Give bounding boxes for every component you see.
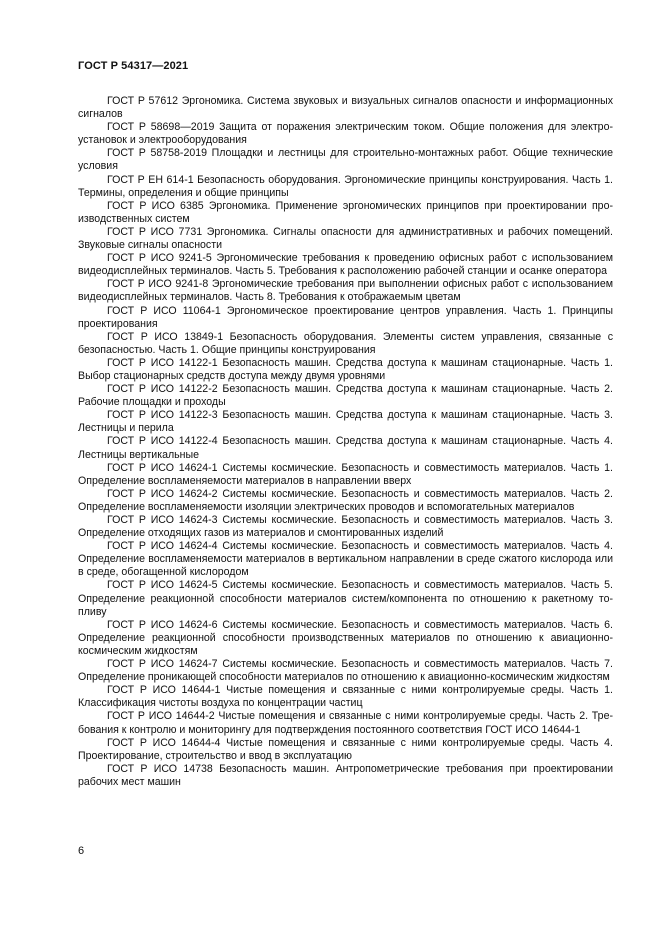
reference-item: ГОСТ Р 58758-2019 Площадки и лестницы для строительно-монтажных работ. Общие технические условия xyxy=(78,147,613,173)
reference-item: ГОСТ Р ИСО 14122-4 Безопасность машин. Средства доступа к машинам стационарные. Часть 4. Лестницы вертикальные xyxy=(78,435,613,461)
reference-item: ГОСТ Р ИСО 14644-4 Чистые помещения и связанные с ними контролируемые среды. Часть 4. Проектирование, строительство и ввод в эксплуатацию xyxy=(78,736,613,762)
reference-item: ГОСТ Р ЕН 614-1 Безопасность оборудования. Эргономические принципы конструирования. Часть 1. Термины, определения и общие принципы xyxy=(78,173,613,199)
reference-item: ГОСТ Р ИСО 7731 Эргономика. Сигналы опасности для административных и рабочих помещений. Звуковые сигналы опасности xyxy=(78,225,613,252)
reference-item: ГОСТ Р ИСО 14122-3 Безопасность машин. Средства доступа к машинам стационарные. Часть 3. Лестницы и перила xyxy=(78,409,613,435)
reference-item: ГОСТ Р 57612 Эргономика. Система звуковых и визуальных сигналов опасности и информационных сигналов xyxy=(78,95,613,121)
reference-item: ГОСТ Р ИСО 14624-2 Системы космические. Безопасность и совместимость материалов. Часть 2. Определение воспламеняемости изоляции электрических проводов и вспомогательных материалов xyxy=(78,487,613,513)
reference-list xyxy=(78,95,613,789)
reference-item: ГОСТ Р ИСО 9241-5 Эргономические требования к проведению офисных работ с использованием видеодисплейных терминалов. Часть 5. Требования к расположению рабочей станции и осанке оператора xyxy=(78,252,613,278)
reference-item: ГОСТ Р ИСО 14624-6 Системы космические. Безопасность и совместимость материалов. Часть 6. Определение реакционной способности производственных материалов по отношению к авиационно-космическим жидкостям xyxy=(78,618,613,657)
reference-item: ГОСТ Р ИСО 11064-1 Эргономическое проектирование центров управления. Часть 1. Принципы проектирования xyxy=(78,304,613,330)
reference-item: ГОСТ Р ИСО 14624-1 Системы космические. Безопасность и совместимость материалов. Часть 1. Определение воспламеняемости материалов в направлении вверх xyxy=(78,461,613,487)
page-number: 6 xyxy=(78,845,85,857)
page-header: ГОСТ Р 54317—2021 xyxy=(78,60,189,72)
reference-item: ГОСТ Р ИСО 14624-4 Системы космические. Безопасность и совместимость материалов. Часть 4. Определение воспламеняемости материалов в вертикальном направлении в среде сжатого кислорода или в среде, обогащенной кислородом xyxy=(78,540,613,579)
reference-item: ГОСТ Р ИСО 13849-1 Безопасность оборудования. Элементы систем управления, связанные с безопасностью. Часть 1. Общие принципы конструирования xyxy=(78,330,613,356)
reference-item: ГОСТ Р ИСО 9241-8 Эргономические требования при выполнении офисных работ с использованием видеодисплейных терминалов. Часть 8. Требования к отображаемым цветам xyxy=(78,278,613,304)
reference-item: ГОСТ Р ИСО 14624-7 Системы космические. Безопасность и совместимость материалов. Часть 7. Определение проникающей способности материалов по отношению к авиационно-космическим жидкостям xyxy=(78,658,613,684)
reference-item: ГОСТ Р ИСО 14644-1 Чистые помещения и связанные с ними контролируемые среды. Часть 1. Классификация чистоты воздуха по концентрации частиц xyxy=(78,684,613,710)
reference-item: ГОСТ Р ИСО 14644-2 Чистые помещения и связанные с ними контролируемые среды. Часть 2. Требования к контролю и мониторингу для подтверждения постоянного соответствия ГОСТ ИСО 14644-1 xyxy=(78,710,613,736)
reference-item: ГОСТ Р ИСО 6385 Эргономика. Применение эргономических принципов при проектировании производственных систем xyxy=(78,199,613,225)
reference-item: ГОСТ Р ИСО 14738 Безопасность машин. Антропометрические требования при проектировании рабочих мест машин xyxy=(78,762,613,788)
reference-item: ГОСТ Р ИСО 14624-5 Системы космические. Безопасность и совместимость материалов. Часть 5. Определение реакционной способности материалов систем/компонента по отношению к ракетному топливу xyxy=(78,579,613,618)
reference-item: ГОСТ Р 58698—2019 Защита от поражения электрическим током. Общие положения для электроустановок и электрооборудования xyxy=(78,121,613,147)
reference-item: ГОСТ Р ИСО 14122-1 Безопасность машин. Средства доступа к машинам стационарные. Часть 1. Выбор стационарных средств доступа между двумя уровнями xyxy=(78,356,613,382)
reference-item: ГОСТ Р ИСО 14624-3 Системы космические. Безопасность и совместимость материалов. Часть 3. Определение отходящих газов из материалов и смонтированных изделий xyxy=(78,514,613,540)
reference-item: ГОСТ Р ИСО 14122-2 Безопасность машин. Средства доступа к машинам стационарные. Часть 2. Рабочие площадки и проходы xyxy=(78,383,613,409)
